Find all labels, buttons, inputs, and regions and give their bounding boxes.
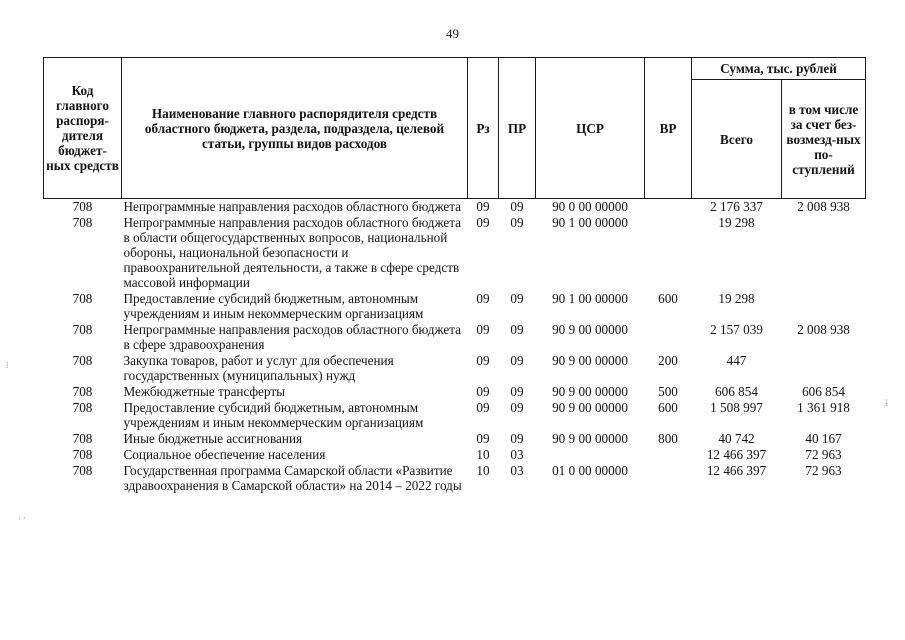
cell-code: 708 <box>72 400 93 415</box>
cell-pr: 09 <box>510 215 524 230</box>
cell-total: 40 742 <box>718 431 755 446</box>
header-name: Наименование главного распорядителя средств областного бюджета, раздела, подраздела, целевой статьи, группы видов расходов <box>122 58 468 199</box>
cell-csr: 90 1 00 00000 <box>552 291 628 306</box>
cell-vr <box>645 463 692 494</box>
header-free: в том числе за счет без-возмезд-ных по-ступлений <box>782 80 866 199</box>
cell-rz: 09 <box>476 199 490 214</box>
cell-code: 708 <box>72 215 93 230</box>
cell-pr: 09 <box>510 353 524 368</box>
cell-free: 2 008 938 <box>797 322 850 337</box>
cell-total: 2 157 039 <box>710 322 763 337</box>
scan-speck: ⁞ <box>6 360 9 370</box>
table-row <box>44 400 866 431</box>
cell-rz: 10 <box>476 447 490 462</box>
cell-name: Непрограммные направления расходов областного бюджета <box>123 199 462 214</box>
cell-free: 72 963 <box>805 447 842 462</box>
cell-free <box>782 353 866 384</box>
cell-total: 12 466 397 <box>706 463 767 478</box>
cell-name: Предоставление субсидий бюджетным, автономным учреждениям и иным некоммерческим организациям <box>123 291 424 321</box>
table-header <box>44 58 866 199</box>
cell-free <box>782 215 866 291</box>
cell-code: 708 <box>72 322 93 337</box>
cell-csr: 90 9 00 00000 <box>552 400 628 415</box>
cell-rz: 09 <box>476 291 490 306</box>
cell-total: 19 298 <box>718 291 755 306</box>
cell-csr: 01 0 00 00000 <box>552 463 628 478</box>
budget-table <box>43 57 866 494</box>
cell-rz: 09 <box>476 384 490 399</box>
page-number: 49 <box>446 26 459 41</box>
table-row <box>44 463 866 494</box>
table-row <box>44 322 866 353</box>
cell-name: Социальное обеспечение населения <box>123 447 326 462</box>
cell-vr <box>645 215 692 291</box>
cell-total: 12 466 397 <box>706 447 767 462</box>
cell-name: Предоставление субсидий бюджетным, автономным учреждениям и иным некоммерческим организациям <box>123 400 424 430</box>
cell-pr: 09 <box>510 431 524 446</box>
cell-vr <box>645 322 692 353</box>
cell-total: 1 508 997 <box>710 400 763 415</box>
cell-code: 708 <box>72 463 93 478</box>
cell-pr: 09 <box>510 291 524 306</box>
cell-pr: 09 <box>510 322 524 337</box>
header-vr: ВР <box>645 58 692 199</box>
table-row <box>44 431 866 447</box>
cell-free: 2 008 938 <box>797 199 850 214</box>
cell-rz: 09 <box>476 353 490 368</box>
cell-csr: 90 9 00 00000 <box>552 353 628 368</box>
table-row <box>44 447 866 463</box>
header-rz: Рз <box>468 58 499 199</box>
cell-rz: 09 <box>476 400 490 415</box>
cell-code: 708 <box>72 431 93 446</box>
header-pr: ПР <box>499 58 536 199</box>
cell-total: 447 <box>726 353 747 368</box>
cell-code: 708 <box>72 199 93 214</box>
cell-code: 708 <box>72 291 93 306</box>
cell-vr: 600 <box>658 400 678 415</box>
cell-name: Межбюджетные трансферты <box>123 384 285 399</box>
table-row <box>44 384 866 400</box>
cell-vr <box>645 447 692 463</box>
table-row <box>44 353 866 384</box>
cell-name: Закупка товаров, работ и услуг для обеспечения государственных (муниципальных) нужд <box>123 353 394 383</box>
cell-free: 606 854 <box>802 384 845 399</box>
cell-free: 72 963 <box>805 463 842 478</box>
table-row <box>44 199 866 216</box>
cell-vr: 600 <box>658 291 678 306</box>
cell-csr <box>536 447 645 463</box>
scan-speck: · · <box>18 513 27 523</box>
cell-rz: 10 <box>476 463 490 478</box>
cell-vr <box>645 199 692 216</box>
cell-csr: 90 1 00 00000 <box>552 215 628 230</box>
cell-free <box>782 291 866 322</box>
cell-name: Непрограммные направления расходов областного бюджета в сфере здравоохранения <box>123 322 462 352</box>
cell-vr: 800 <box>658 431 678 446</box>
cell-csr: 90 0 00 00000 <box>552 199 628 214</box>
cell-pr: 09 <box>510 400 524 415</box>
cell-rz: 09 <box>476 215 490 230</box>
cell-free: 1 361 918 <box>797 400 850 415</box>
cell-free: 40 167 <box>805 431 842 446</box>
cell-pr: 03 <box>510 463 524 478</box>
cell-total: 19 298 <box>718 215 755 230</box>
scan-speck: ⁞ <box>885 398 888 408</box>
cell-csr: 90 9 00 00000 <box>552 322 628 337</box>
header-csr: ЦСР <box>536 58 645 199</box>
cell-rz: 09 <box>476 322 490 337</box>
header-sum: Сумма, тыс. рублей <box>692 58 866 80</box>
cell-csr: 90 9 00 00000 <box>552 384 628 399</box>
cell-name: Иные бюджетные ассигнования <box>123 431 303 446</box>
cell-vr: 500 <box>658 384 678 399</box>
cell-pr: 09 <box>510 199 524 214</box>
table-body <box>44 199 866 495</box>
cell-name: Государственная программа Самарской области «Развитие здравоохранения в Самарской области» на 2014 – 2022 годы <box>123 463 462 493</box>
cell-total: 2 176 337 <box>710 199 763 214</box>
header-code: Код главного распоря-дителя бюджет-ных средств <box>44 58 122 199</box>
table-row <box>44 291 866 322</box>
cell-total: 606 854 <box>715 384 758 399</box>
table-row <box>44 215 866 291</box>
cell-pr: 09 <box>510 384 524 399</box>
cell-name: Непрограммные направления расходов областного бюджета в области общегосударственных вопросов, национальной обороны, национальной безопасности и правоохранительной деятельности, а также в сфере средств массовой информации <box>123 215 462 290</box>
cell-code: 708 <box>72 384 93 399</box>
cell-code: 708 <box>72 353 93 368</box>
cell-csr: 90 9 00 00000 <box>552 431 628 446</box>
cell-vr: 200 <box>658 353 678 368</box>
cell-code: 708 <box>72 447 93 462</box>
header-total: Всего <box>692 80 782 199</box>
cell-rz: 09 <box>476 431 490 446</box>
cell-pr: 03 <box>510 447 524 462</box>
